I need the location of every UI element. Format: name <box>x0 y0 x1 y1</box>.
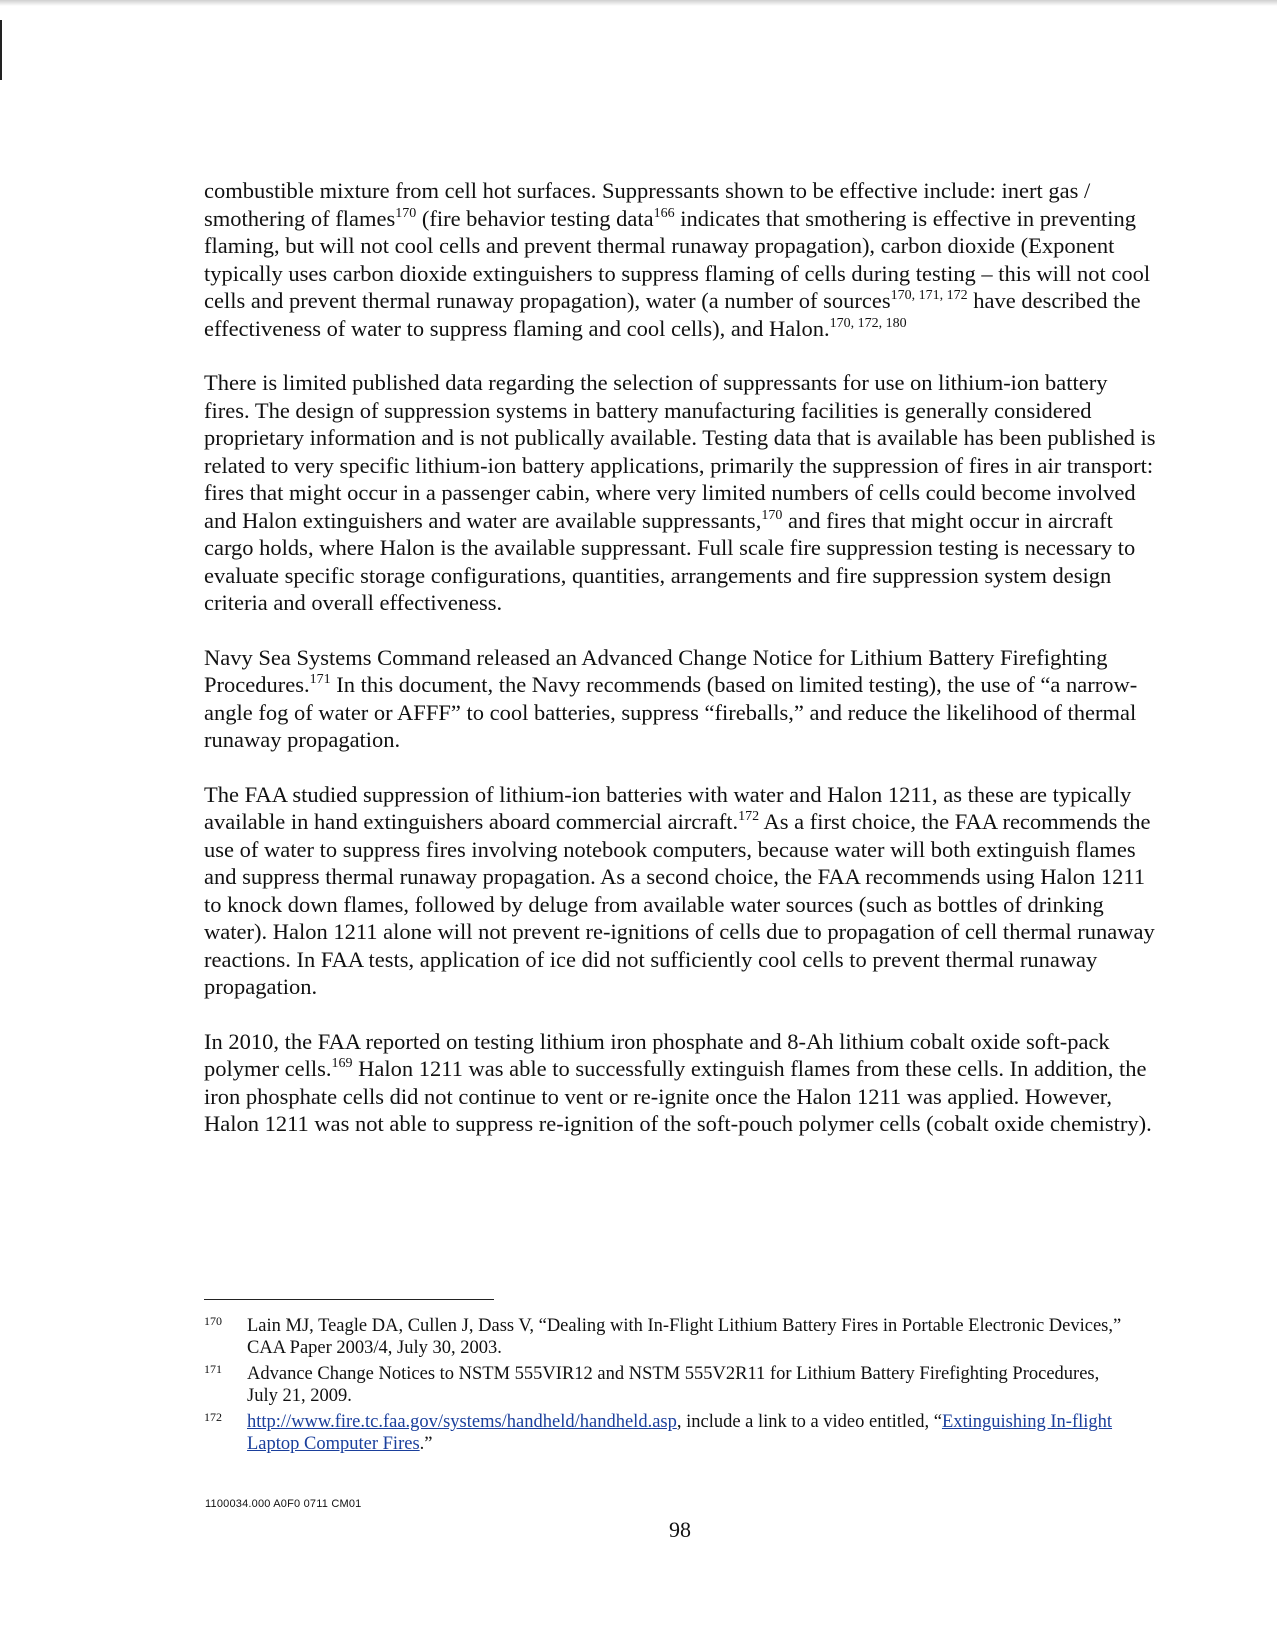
paragraph <box>204 177 1156 342</box>
citation-superscript: 170 <box>395 205 417 221</box>
text-run: , include a link to a video entitled, “ <box>676 1412 942 1432</box>
footnotes <box>204 1315 1134 1459</box>
text-run: In 2010, the FAA reported on testing lithium iron phosphate and 8-Ah lithium cobalt oxide soft-pack polymer cells. <box>204 1028 1110 1081</box>
footnote-item <box>204 1315 1134 1359</box>
citation-superscript: 170 <box>761 507 783 523</box>
paragraph <box>204 1028 1156 1138</box>
citation-superscript: 169 <box>331 1056 353 1071</box>
footnote-item <box>204 1363 1134 1407</box>
text-run: There is limited published data regarding the selection of suppressants for use on lithium-ion battery fires. The design of suppression systems in battery manufacturing facilities is generally considered proprietary information and is not publically available. Testing data that is available has been published is related to very specific lithium-ion battery applications, primarily the suppression of fires in air transport: fires that might occur in a passenger cabin, where very limited numbers of cells could become involved and Halon extinguishers and water are available suppressants, <box>204 370 1156 533</box>
citation-superscript: 171 <box>309 672 331 687</box>
paragraph <box>204 369 1156 617</box>
text-run: indicates that smothering is effective in preventing flaming, but will not cool cells and prevent thermal runaway propagation), carbon dioxide (Exponent typically uses carbon dioxide extinguishers to suppress flaming of cells during testing – this will not cool cells and prevent thermal runaway propagation), water (a number of sources <box>204 205 1151 313</box>
text-run: and fires that might occur in aircraft cargo holds, where Halon is the available suppressant. Full scale fire suppression testing is necessary to evaluate specific storage configurations, quantities, arrangements and fire suppression system design criteria and overall effectiveness. <box>204 507 1136 615</box>
page-left-edge <box>0 20 2 80</box>
footnote-item <box>204 1411 1134 1455</box>
text-run: In this document, the Navy recommends (based on limited testing), the use of “a narrow-angle fog of water or AFFF” to cool batteries, suppress “fireballs,” and reduce the likelihood of thermal runaway propagation. <box>204 672 1138 752</box>
footnote-number: 172 <box>204 1410 222 1424</box>
footnote-number: 170 <box>204 1314 222 1328</box>
text-run: (fire behavior testing data <box>416 205 654 231</box>
citation-superscript: 170, 172, 180 <box>829 315 907 331</box>
text-run: .” <box>419 1434 433 1454</box>
citation-superscript: 170, 171, 172 <box>890 288 968 303</box>
citation-superscript: 166 <box>653 205 675 221</box>
document-code: 1100034.000 A0F0 0711 CM01 <box>205 1498 362 1510</box>
text-run: Navy Sea Systems Command released an Advanced Change Notice for Lithium Battery Firefighting Procedures. <box>204 644 1108 697</box>
text-run: Advance Change Notices to NSTM 555VIR12 and NSTM 555V2R11 for Lithium Battery Firefighting Procedures, July 21, 2009. <box>247 1364 1100 1406</box>
footnote-separator <box>204 1299 494 1300</box>
footnote-link[interactable]: http://www.fire.tc.faa.gov/systems/handheld/handheld.asp <box>247 1412 677 1432</box>
page-number: 98 <box>669 1517 691 1542</box>
text-run: Lain MJ, Teagle DA, Cullen J, Dass V, “Dealing with In-Flight Lithium Battery Fires in Portable Electronic Devices,” CAA Paper 2003/4, July 30, 2003. <box>247 1316 1122 1358</box>
footnote-link[interactable]: Extinguishing In-flight Laptop Computer Fires <box>247 1412 1113 1454</box>
citation-superscript: 172 <box>738 809 760 824</box>
text-run: have described the effectiveness of water to suppress flaming and cool cells), and Halon. <box>204 288 1141 341</box>
body-text <box>204 177 1156 1165</box>
text-run: combustible mixture from cell hot surfaces. Suppressants shown to be effective include: inert gas / smothering of flames <box>204 178 1091 231</box>
paragraph <box>204 781 1156 1001</box>
footnote-text <box>247 1316 1121 1358</box>
page-top-edge <box>0 0 1277 6</box>
paragraph <box>204 644 1156 754</box>
text-run: The FAA studied suppression of lithium-ion batteries with water and Halon 1211, as these are typically available in hand extinguishers aboard commercial aircraft. <box>204 781 1132 834</box>
footnote-text <box>247 1412 1112 1454</box>
text-run: As a first choice, the FAA recommends the use of water to suppress fires involving notebook computers, because water will both extinguish flames and suppress thermal runaway propagation. As a second choice, the FAA recommends using Halon 1211 to knock down flames, followed by deluge from available water sources (such as bottles of drinking water). Halon 1211 alone will not prevent re-ignitions of cells due to propagation of cell thermal runaway reactions. In FAA tests, application of ice did not sufficiently cool cells to prevent thermal runaway propagation. <box>204 809 1155 999</box>
footnote-number: 171 <box>204 1362 222 1376</box>
text-run: Halon 1211 was able to successfully extinguish flames from these cells. In addition, the iron phosphate cells did not continue to vent or re-ignite once the Halon 1211 was applied. However, Halon 1211 was not able to suppress re-ignition of the soft-pouch polymer cells (cobalt oxide chemistry). <box>204 1056 1152 1136</box>
footnote-text <box>247 1364 1099 1406</box>
